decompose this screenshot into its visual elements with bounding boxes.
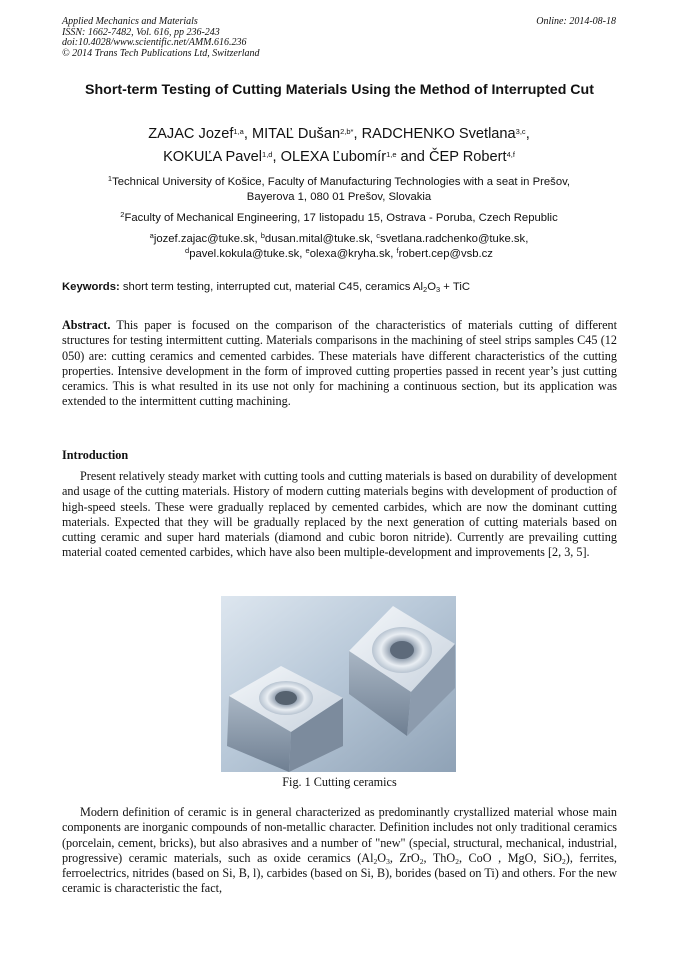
ceramics-paragraph xyxy=(62,805,617,897)
abstract xyxy=(62,318,617,410)
affiliation-text: Technical University of Košice, Faculty of Manufacturing Technologies with a seat in Prešov, xyxy=(112,176,571,188)
email-link[interactable]: robert.cep@vsb.cz xyxy=(398,247,493,260)
para-text: O xyxy=(377,850,387,865)
para-sub: 2 xyxy=(373,856,378,866)
author-name: ZAJAC Jozef xyxy=(148,126,234,142)
email-sup: a xyxy=(149,231,154,240)
para-text: , ZrO xyxy=(389,850,420,865)
author-sup: 1,d xyxy=(262,150,273,159)
journal-issn: ISSN: 1662-7482, Vol. 616, pp 236-243 xyxy=(62,26,220,38)
figure-caption: Fig. 1 Cutting ceramics xyxy=(282,775,397,789)
para-text: ), ferrites, ferroelectrics, nitrides (based on Si, B, l), carbides (based on Si, B), borides (based on Ti) and others. For the new ceramic is characteristic the fact, xyxy=(62,850,617,896)
author-sep: , xyxy=(243,126,252,142)
email-list xyxy=(40,232,638,261)
para-text: , CoO , MgO, SiO xyxy=(458,850,563,865)
author-sup: 4,f xyxy=(506,150,515,159)
affiliation-text: Bayerova 1, 080 01 Prešov, Slovakia xyxy=(246,190,432,203)
journal-name: Applied Mechanics and Materials xyxy=(62,16,198,27)
figure-image xyxy=(221,596,456,772)
author-sup: 1,e xyxy=(386,150,397,159)
abstract-text: This paper is focused on the comparison of the characteristics of materials cutting of different structures for testing intermittent cutting. Materials comparisons in the machining of steel strips samples C45 (12 050) are: cutting ceramics and cemented carbides. These materials have different characteristics of the cutting properties. Intensive development in the form of improved cutting properties passed in recent year’s just cutting ceramics. This is what resulted in its use not only for machining a continuous section, but its application was extended to the intermittent cutting machining. xyxy=(62,318,617,409)
introduction-paragraph: Present relatively steady market with cutting tools and cutting materials is based on durability of development and usage of the cutting materials. History of modern cutting materials begins with development of production of high-speed steels. These were gradually replaced by cemented carbides, which are now the dominant cutting materials. Expected that they will be gradually replaced by the next generation of cutting materials based on cutting ceramic and super hard materials (diamond and cubic boron nitride). Currently are prevailing cutting material coated cemented carbides, which have also been multiple-development and improvements [2, 3, 5]. xyxy=(62,469,617,560)
author-line-1 xyxy=(40,125,638,143)
keywords xyxy=(62,280,617,294)
author-sep: , xyxy=(353,126,362,142)
keywords-text: + TiC xyxy=(440,281,470,293)
affiliation-2 xyxy=(40,211,638,226)
keywords-sub: 3 xyxy=(436,285,441,294)
journal-doi: doi:10.4028/www.scientific.net/AMM.616.236 xyxy=(62,37,247,49)
email-link[interactable]: dusan.mital@tuke.sk, xyxy=(264,233,377,245)
affiliation-sup: 2 xyxy=(120,210,125,219)
affiliation-text: Faculty of Mechanical Engineering, 17 listopadu 15, Ostrava - Poruba, Czech Republic xyxy=(124,212,558,224)
author-sep: , xyxy=(272,149,281,165)
para-sub: 2 xyxy=(455,856,459,866)
para-sub: 2 xyxy=(419,856,424,866)
keywords-sub: 2 xyxy=(423,285,428,294)
online-date: Online: 2014-08-18 xyxy=(536,16,616,27)
paper-title: Short-term Testing of Cutting Materials Using the Method of Interrupted Cut xyxy=(85,82,594,98)
para-text: Modern definition of ceramic is in general characterized as predominantly crystallized material whose main components are inorganic compounds of non-metallic character. Definition includes not only traditional ceramics (porcelain, cement, bricks), but also abrasives and a number of "new" (special, structural, mechanical, industrial, progressive) ceramic materials, such as oxide ceramics (Al xyxy=(62,805,617,865)
email-sup: e xyxy=(305,245,310,255)
affiliation-sup: 1 xyxy=(107,174,113,183)
keywords-text: O xyxy=(427,281,436,293)
journal-header xyxy=(62,17,422,59)
email-link[interactable]: olexa@kryha.sk, xyxy=(309,247,397,260)
email-sup: f xyxy=(396,245,399,255)
author-sup: 2,b* xyxy=(340,127,354,136)
author-sep: , xyxy=(525,126,530,142)
keywords-label: Keywords: xyxy=(62,281,120,293)
email-link[interactable]: pavel.kokula@tuke.sk, xyxy=(189,247,306,260)
author-line-2 xyxy=(40,148,638,166)
author-name: RADCHENKO Svetlana xyxy=(361,126,516,142)
author-name: MITAĽ Dušan xyxy=(251,126,341,142)
email-link[interactable]: jozef.zajac@tuke.sk, xyxy=(153,233,261,245)
email-sup: b xyxy=(260,231,265,240)
keywords-text: short term testing, interrupted cut, material C45, ceramics Al xyxy=(119,281,424,293)
author-sup: 3,c xyxy=(515,127,526,136)
journal-copyright: © 2014 Trans Tech Publications Ltd, Switzerland xyxy=(62,47,260,59)
abstract-label: Abstract. xyxy=(62,318,111,332)
cutting-ceramics-photo xyxy=(221,596,456,772)
affiliation-1 xyxy=(40,175,638,204)
email-sup: c xyxy=(376,231,380,240)
section-heading: Introduction xyxy=(62,448,129,462)
para-sub: 3 xyxy=(386,856,390,866)
email-sup: d xyxy=(185,245,190,255)
para-sub: 2 xyxy=(562,856,566,866)
author-name: KOKUĽA Pavel xyxy=(163,149,263,165)
para-text: , ThO xyxy=(423,850,456,865)
author-sep: and xyxy=(396,149,429,165)
email-link[interactable]: svetlana.radchenko@tuke.sk, xyxy=(379,233,529,245)
author-sup: 1,a xyxy=(233,127,244,136)
author-name: OLEXA Ľubomír xyxy=(280,149,387,165)
author-name: ČEP Robert xyxy=(428,149,507,165)
